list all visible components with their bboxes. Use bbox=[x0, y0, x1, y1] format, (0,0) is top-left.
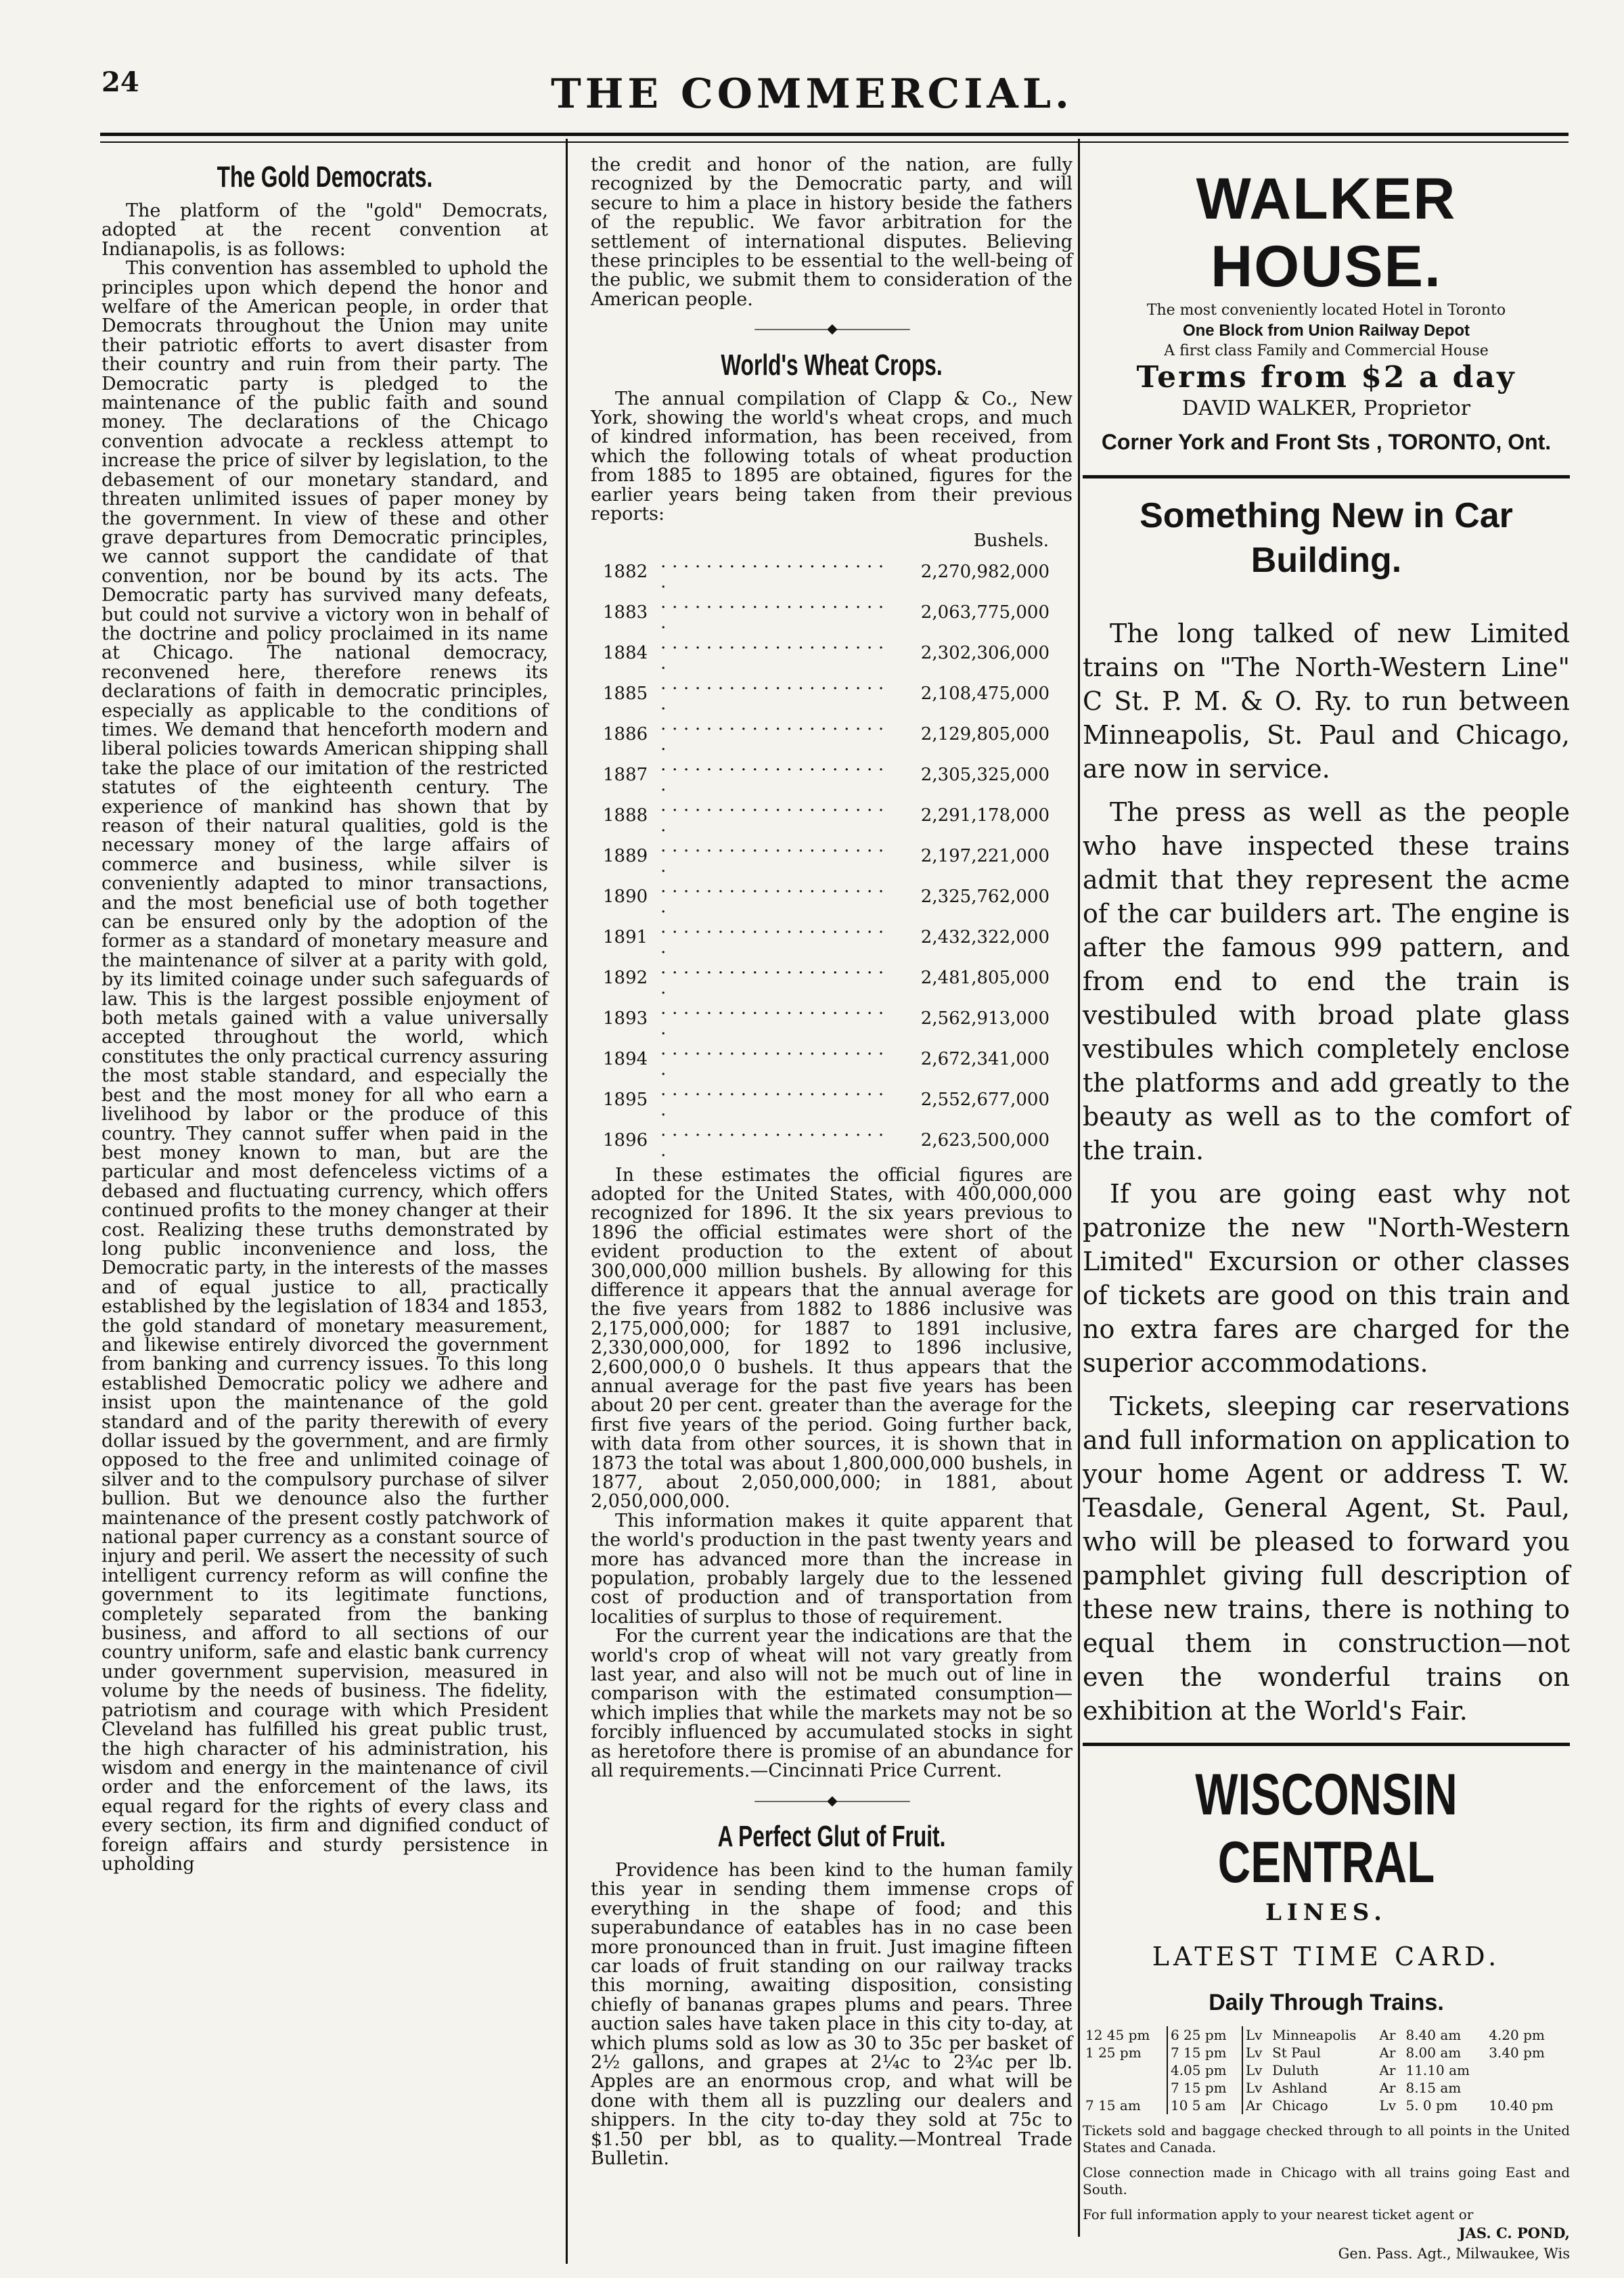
timetable-cell: 1 25 pm bbox=[1085, 2044, 1142, 2061]
dot-leader: . . . . . . . . . . . . . . . . . . . . . bbox=[660, 551, 884, 592]
dot-leader: . . . . . . . . . . . . . . . . . . . . . bbox=[660, 673, 884, 714]
year-cell: 1896 bbox=[603, 1130, 648, 1151]
dot-leader: . . . . . . . . . . . . . . . . . . . . . bbox=[660, 957, 884, 998]
timetable-cell: 11.10 am bbox=[1405, 2061, 1470, 2078]
timetable-note: For full information apply to your nearest ticket agent or bbox=[1083, 2206, 1474, 2223]
daily-trains-heading: Daily Through Trains. bbox=[1209, 1990, 1444, 2016]
timetable-cell: 7 15 pm bbox=[1167, 2044, 1242, 2061]
dot-leader: . . . . . . . . . . . . . . . . . . . . . bbox=[660, 754, 884, 795]
timetable-cell: Minneapolis bbox=[1272, 2026, 1357, 2043]
table-row bbox=[603, 1079, 1050, 1120]
bushels-cell: 2,302,306,000 bbox=[920, 642, 1050, 663]
timetable-note: Close connection made in Chicago with all trains going East and South. bbox=[1083, 2164, 1570, 2197]
timetable-cell: Lv bbox=[1242, 2044, 1269, 2061]
timetable-cell: Duluth bbox=[1272, 2061, 1320, 2078]
agent-signature: JAS. C. POND, bbox=[1458, 2224, 1570, 2241]
car-building-body bbox=[1083, 617, 1570, 1728]
timetable-cell bbox=[1486, 2061, 1570, 2079]
article-paragraph: This convention has assembled to uphold the principles upon which depend the honor and welfare of the American people, in order that Democrats throughout the Union may unite their patriotic efforts to avert disaster from their country and ruin from their party. The Democratic party is pledged to the maintenance of the public faith and sound money. The declarations of the Chicago convention advocate a reckless attempt to increase the price of silver by legislation, to the debasement of our monetary standard, and threaten unlimited issues of paper money by the government. In view of these and other grave departures from Democratic principles, we cannot support the candidate of that convention, nor be bound by its acts. The Democratic party has survived many defeats, but could not survive a victory won in behalf of the doctrine and policy proclaimed in its name at Chicago. The national democracy, reconvened here, therefore renews its declarations of faith in democratic principles, especially as applicable to the conditions of times. We demand that henceforth modern and liberal policies towards American shipping shall take the place of our imitation of the restricted statutes of the eighteenth century. The experience of mankind has shown that by reason of their natural qualities, gold is the necessary money of the large affairs of commerce and business, while silver is conveniently adapted to minor transactions, and the most beneficial use of both together can be ensured only by the adoption of the former as a standard of monetary measure and the maintenance of silver at a parity with gold, by its limited coinage under such safeguards of law. This is the largest possible enjoyment of both metals gained with a value universally accepted throughout the world, which constitutes the only practical currency assuring the most stable standard, and especially the best and the most money for all who earn a livelihood by labor or the produce of this country. They cannot suffer when paid in the best money known to man, but are the particular and most defenceless victims of a debased and fluctuating currency, which offers continued profits to the money changer at their cost. Realizing these truths demonstrated by long public inconvenience and loss, the Democratic party, in the interests of the masses and of equal justice to all, practically established by the legislation of 1834 and 1853, the gold standard of monetary measurement, and likewise entirely divorced the government from banking and currency issues. To this long established Democratic policy we adhere and insist upon the maintenance of the gold standard and of the parity therewith of every dollar issued by the government, and are firmly opposed to the free and unlimited coinage of silver and to the compulsory purchase of silver bullion. But we denounce also the further maintenance of the present costly patchwork of national paper currency as a constant source of injury and peril. We assert the necessity of such intelligent currency reform as will confine the government to its legitimate functions, completely separated from the banking business, and afford to all sections of our country uniform, safe and elastic bank currency under government supervision, measured in volume by the needs of business. The fidelity, patriotism and courage with which President Cleveland has fulfilled his great public trust, the high character of his administration, his wisdom and energy in the maintenance of civil order and the enforcement of the laws, its equal regard for the rights of every class and every section, its firm and dignified conduct of foreign affairs and sturdy persistence in upholding bbox=[102, 258, 548, 1875]
bushels-cell: 2,270,982,000 bbox=[920, 561, 1050, 582]
timetable-note: Tickets sold and baggage checked through to all points in the United States and Canada. bbox=[1083, 2122, 1570, 2156]
walker-house-title: WALKER HOUSE. bbox=[1196, 166, 1457, 299]
ad-divider bbox=[1083, 1743, 1570, 1746]
year-cell: 1889 bbox=[603, 845, 648, 866]
bushels-cell: 2,129,805,000 bbox=[920, 723, 1050, 744]
bushels-cell: 2,108,475,000 bbox=[920, 683, 1050, 704]
ad-paragraph: Tickets, sleeping car reservations and full information on application to your home Agent or address T. W. Teasdale, General Agent, St. Paul, who will be pleased to forward you pamphlet giving full description of these new trains, there is nothing to equal them in construction—not even the wonderful trains on exhibition at the World's Fair. bbox=[1083, 1391, 1570, 1726]
table-row bbox=[603, 958, 1050, 998]
timetable-cell: 10 5 am bbox=[1167, 2097, 1242, 2114]
dot-leader: . . . . . . . . . . . . . . . . . . . . . bbox=[660, 1119, 884, 1161]
timetable-cell: Ar bbox=[1242, 2097, 1269, 2114]
table-header: Bushels. bbox=[973, 530, 1049, 551]
timetable-row bbox=[1083, 2026, 1570, 2044]
timetable-cell: Ashland bbox=[1272, 2079, 1328, 2096]
bushels-cell: 2,432,322,000 bbox=[920, 926, 1050, 947]
table-row bbox=[603, 592, 1050, 633]
agent-title: Gen. Pass. Agt., Milwaukee, Wis bbox=[1338, 2245, 1570, 2262]
year-cell: 1891 bbox=[603, 926, 648, 947]
dot-leader: . . . . . . . . . . . . . . . . . . . . . bbox=[660, 1038, 884, 1079]
page-number: 24 bbox=[102, 66, 139, 98]
timetable-cell bbox=[1083, 2079, 1167, 2097]
table-row bbox=[603, 633, 1050, 673]
column-divider bbox=[1078, 139, 1080, 2237]
timetable-cell: Chicago bbox=[1272, 2097, 1328, 2114]
column-middle bbox=[591, 156, 1073, 2168]
article-paragraph: The annual compilation of Clapp & Co., New York, showing the world's wheat crops, and much of kindred information, has been received, from which the following totals of wheat production from 1885 to 1895 are obtained, figures for the earlier years being taken from their previous reports: bbox=[591, 388, 1073, 525]
dot-leader: . . . . . . . . . . . . . . . . . . . . . bbox=[660, 632, 884, 673]
article-paragraph: This information makes it quite apparent that the world's production in the past twenty years and more has advanced more than the increase in population, probably largely due to the lessened cost of production and of transportation from localities of surplus to those of requirement. bbox=[591, 1510, 1073, 1628]
bushels-cell: 2,672,341,000 bbox=[920, 1048, 1050, 1069]
table-row bbox=[603, 998, 1050, 1039]
bushels-cell: 2,291,178,000 bbox=[920, 805, 1050, 826]
separator: ——————◆—————— bbox=[754, 320, 909, 337]
timetable-cell: 4.05 pm bbox=[1167, 2061, 1242, 2079]
bushels-cell: 2,623,500,000 bbox=[920, 1130, 1050, 1151]
timetable-cell: Lv bbox=[1242, 2079, 1269, 2097]
column-gold-democrats bbox=[102, 156, 548, 1874]
article-continuation: the credit and honor of the nation, are fully recognized by the Democratic party, and will secure to him a place in history beside the fathers of the republic. We favor arbitration for the settlement of international disputes. Believing these principles to be essential to the well-being of the public, we submit them to consideration of the American people. bbox=[591, 154, 1073, 310]
article-title: The Gold Democrats. bbox=[217, 160, 433, 194]
timetable-cell bbox=[1083, 2061, 1167, 2079]
table-row bbox=[603, 755, 1050, 795]
timetable-row bbox=[1083, 2079, 1570, 2097]
dot-leader: . . . . . . . . . . . . . . . . . . . . . bbox=[660, 795, 884, 836]
year-cell: 1894 bbox=[603, 1048, 648, 1069]
bushels-cell: 2,552,677,000 bbox=[920, 1089, 1050, 1110]
timetable-row bbox=[1083, 2044, 1570, 2061]
timetable bbox=[1083, 2026, 1570, 2114]
table-row bbox=[603, 917, 1050, 958]
timetable-cell: Ar bbox=[1379, 2026, 1396, 2043]
table-row bbox=[603, 1120, 1050, 1161]
year-cell: 1895 bbox=[603, 1089, 648, 1110]
article-paragraph: Providence has been kind to the human family this year in sending them immense crops of everything in the shape of food; and this superabundance of eatables has in no case been more pronounced than in fruit. Just imagine fifteen car loads of fruit standing on our railway tracks this morning, awaiting disposition, consisting chiefly of bananas grapes plums and pears. Three auction sales have taken place in this city to-day, at which plums sold as low as 30 to 35c per basket of 2½ gallons, and grapes at 2¼c to 2¾c per lb. Apples are an enormous crop, and what will be done with them all is puzzling our dealers and shippers. In the city to-day they sold at 75c to $1.50 per bbl, as to quality.—Montreal Trade Bulletin. bbox=[591, 1859, 1073, 2169]
dot-leader: . . . . . . . . . . . . . . . . . . . . . bbox=[660, 591, 884, 633]
ad-divider bbox=[1083, 475, 1570, 478]
year-cell: 1886 bbox=[603, 723, 648, 744]
bushels-cell: 2,305,325,000 bbox=[920, 764, 1050, 785]
masthead-rule bbox=[100, 133, 1569, 143]
walker-terms: Terms from $2 a day bbox=[1136, 360, 1516, 395]
article-paragraph: For the current year the indications are that the world's crop of wheat will not vary greatly from last year, and also will not be much out of line in comparison with the estimated consumption—which implies that while the markets may not be so forcibly influenced by accumulated stocks in sight as heretofore there is promise of an abundance for all requirements.—Cincinnati Price Current. bbox=[591, 1626, 1073, 1782]
wisconsin-central-title: WISCONSIN CENTRAL bbox=[1195, 1762, 1458, 1896]
table-row bbox=[603, 673, 1050, 714]
masthead: THE COMMERCIAL. bbox=[551, 70, 1073, 118]
timetable-cell: Lv bbox=[1379, 2097, 1397, 2114]
article-paragraph: In these estimates the official figures are adopted for the United States, with 400,000,000 recognized for 1896. It the six years previous to 1896 the official estimates were short of the evident production to the extent of about 300,000,000 million bushels. By allowing for this difference it appears that the annual average for the five years from 1882 to 1886 inclusive was 2,175,000,000; for 1887 to 1891 inclusive, 2,330,000,000, for 1892 to 1896 inclusive, 2,600,000,0 0 bushels. It thus appears that the annual average for the past five years has been about 20 per cent. greater than the average for the first five years of the period. Going further back, with data from other sources, it is shown that in 1873 the total was about 1,800,000,000 bushels, in 1877, about 2,050,000,000; in 1881, about 2,050,000,000. bbox=[591, 1164, 1073, 1513]
separator: ——————◆—————— bbox=[754, 1791, 909, 1808]
year-cell: 1885 bbox=[603, 683, 648, 704]
timetable-cell: 7 15 am bbox=[1085, 2097, 1141, 2114]
time-card-heading: LATEST TIME CARD. bbox=[1152, 1941, 1501, 1971]
year-cell: 1884 bbox=[603, 642, 648, 663]
bushels-cell: 2,063,775,000 bbox=[920, 602, 1050, 623]
wisconsin-subtitle: LINES. bbox=[1265, 1899, 1387, 1927]
timetable-cell: Lv bbox=[1242, 2061, 1269, 2079]
timetable-cell: Ar bbox=[1379, 2061, 1396, 2078]
dot-leader: . . . . . . . . . . . . . . . . . . . . . bbox=[660, 876, 884, 917]
year-cell: 1882 bbox=[603, 561, 648, 582]
bushels-cell: 2,481,805,000 bbox=[920, 967, 1050, 988]
timetable-cell: 10.40 pm bbox=[1489, 2097, 1554, 2114]
year-cell: 1887 bbox=[603, 764, 648, 785]
dot-leader: . . . . . . . . . . . . . . . . . . . . . bbox=[660, 713, 884, 755]
timetable-cell: 8.40 am bbox=[1405, 2026, 1462, 2043]
ad-paragraph: The long talked of new Limited trains on "The North-Western Line" C St. P. M. & O. Ry. to run between Minneapolis, St. Paul and Chicago, are now in service. bbox=[1083, 619, 1570, 784]
table-row bbox=[603, 552, 1050, 592]
walker-address: Corner York and Front Sts , TORONTO, Ont. bbox=[1101, 430, 1552, 455]
walker-line: One Block from Union Railway Depot bbox=[1182, 321, 1470, 340]
table-row bbox=[603, 795, 1050, 836]
column-ads bbox=[1083, 156, 1570, 2264]
table-row bbox=[603, 714, 1050, 755]
timetable-cell: 6 25 pm bbox=[1167, 2026, 1242, 2044]
year-cell: 1890 bbox=[603, 886, 648, 907]
walker-line: The most conveniently located Hotel in Toronto bbox=[1146, 302, 1506, 319]
timetable-cell: 8.00 am bbox=[1405, 2044, 1462, 2061]
car-building-title: Something New in Car Building. bbox=[1140, 496, 1513, 581]
bushels-cell: 2,562,913,000 bbox=[920, 1008, 1050, 1029]
year-cell: 1883 bbox=[603, 602, 648, 623]
column-divider bbox=[566, 139, 568, 2264]
timetable-row bbox=[1083, 2097, 1570, 2114]
wheat-table bbox=[603, 530, 1050, 1161]
timetable-cell: 7 15 pm bbox=[1167, 2079, 1242, 2097]
dot-leader: . . . . . . . . . . . . . . . . . . . . . bbox=[660, 998, 884, 1039]
timetable-cell: 12 45 pm bbox=[1085, 2026, 1150, 2043]
table-row bbox=[603, 876, 1050, 917]
timetable-row bbox=[1083, 2061, 1570, 2079]
table-row bbox=[603, 836, 1050, 876]
timetable-cell: 5. 0 pm bbox=[1405, 2097, 1458, 2114]
timetable-cell: 3.40 pm bbox=[1489, 2044, 1545, 2061]
timetable-cell: St Paul bbox=[1272, 2044, 1321, 2061]
year-cell: 1892 bbox=[603, 967, 648, 988]
walker-proprietor: DAVID WALKER, Proprietor bbox=[1181, 397, 1471, 421]
article-title: World's Wheat Crops. bbox=[721, 348, 943, 382]
ad-paragraph: If you are going east why not patronize the new "North-Western Limited" Excursion or other classes of tickets are good on this train and no extra fares are charged for the superior accommodations. bbox=[1083, 1179, 1570, 1379]
table-row bbox=[603, 1039, 1050, 1079]
dot-leader: . . . . . . . . . . . . . . . . . . . . . bbox=[660, 916, 884, 958]
timetable-cell: Ar bbox=[1379, 2044, 1396, 2061]
year-cell: 1893 bbox=[603, 1008, 648, 1029]
year-cell: 1888 bbox=[603, 805, 648, 826]
bushels-cell: 2,325,762,000 bbox=[920, 886, 1050, 907]
ad-paragraph: The press as well as the people who have inspected these trains admit that they represent the acme of the car builders art. The engine is after the famous 999 pattern, and from end to end the train is vestibuled with broad plate glass vestibules which completely enclose the platforms and add greatly to the beauty as well as to the comfort of the train. bbox=[1083, 797, 1570, 1166]
article-paragraph: The platform of the "gold" Democrats, adopted at the recent convention at Indianapolis, is as follows: bbox=[102, 200, 548, 260]
article-title: A Perfect Glut of Fruit. bbox=[717, 1819, 946, 1853]
dot-leader: . . . . . . . . . . . . . . . . . . . . . bbox=[660, 835, 884, 876]
timetable-cell: 4.20 pm bbox=[1489, 2026, 1545, 2043]
walker-line: A first class Family and Commercial House bbox=[1164, 342, 1489, 359]
dot-leader: . . . . . . . . . . . . . . . . . . . . . bbox=[660, 1079, 884, 1120]
timetable-cell: Ar bbox=[1379, 2079, 1396, 2096]
timetable-cell: 8.15 am bbox=[1405, 2079, 1462, 2096]
timetable-cell: Lv bbox=[1242, 2026, 1269, 2044]
bushels-cell: 2,197,221,000 bbox=[920, 845, 1050, 866]
timetable-cell bbox=[1486, 2079, 1570, 2097]
